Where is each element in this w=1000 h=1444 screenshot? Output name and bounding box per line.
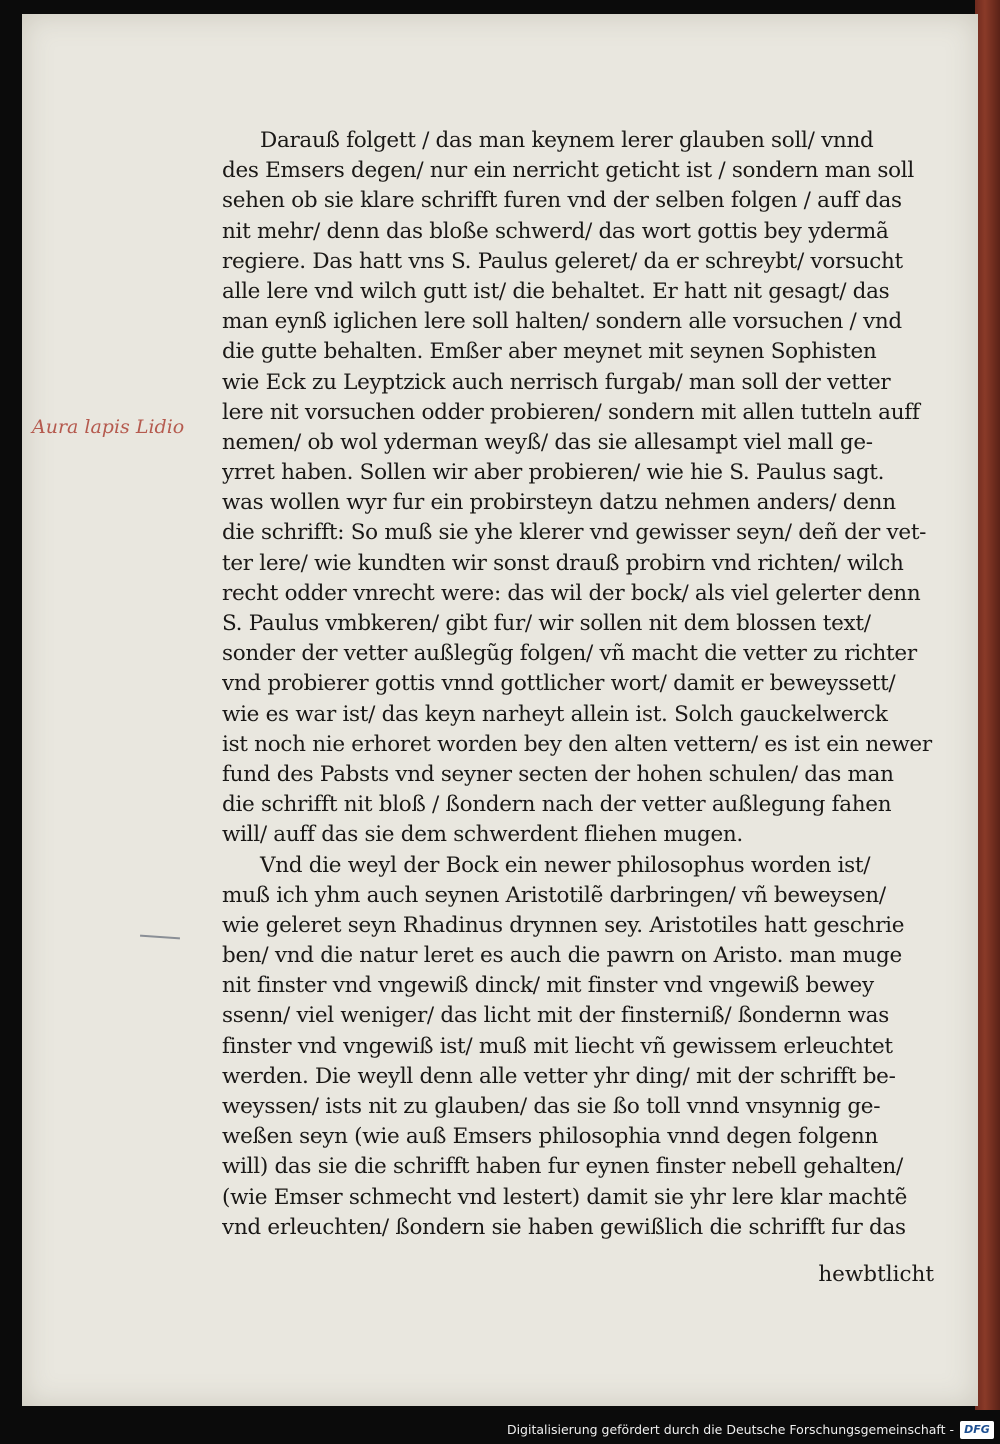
text-line: fund des Pabsts vnd seyner secten der hohen schulen/ das man xyxy=(222,761,894,787)
text-line: ter lere/ wie kundten wir sonst drauß probirn vnd richten/ wilch xyxy=(222,550,904,576)
text-line: wie geleret seyn Rhadinus drynnen sey. Aristotiles hatt geschrie xyxy=(222,912,905,938)
text-line: finster vnd vngewiß ist/ muß mit liecht vñ gewissem erleuchtet xyxy=(222,1033,893,1059)
book-edge xyxy=(975,0,1000,1410)
margin-mark xyxy=(140,935,180,940)
text-line: ssenn/ viel weniger/ das licht mit der finsterniß/ ßondernn was xyxy=(222,1003,889,1029)
text-line: vnd erleuchten/ ßondern sie haben gewißlich die schrifft fur das xyxy=(222,1214,906,1240)
catchword: hewbtlicht xyxy=(818,1262,934,1287)
text-line: lere nit vorsuchen odder probieren/ sondern mit allen tutteln auff xyxy=(222,399,920,425)
text-line: will) das sie die schrifft haben fur eynen finster nebell gehalten/ xyxy=(222,1154,903,1180)
text-line: (wie Emser schmecht vnd lestert) damit sie yhr lere klar machtẽ xyxy=(222,1184,908,1210)
text-line: yrret haben. Sollen wir aber probieren/ wie hie S. Paulus sagt. xyxy=(222,460,885,486)
text-line: vnd probierer gottis vnnd gottlicher wort/ damit er beweyssett/ xyxy=(222,671,896,697)
text-line: wie Eck zu Leyptzick auch nerrisch furgab/ man soll der vetter xyxy=(222,369,891,395)
footer-bar xyxy=(0,1418,1000,1444)
text-line: alle lere vnd wilch gutt ist/ die behaltet. Er hatt nit gesagt/ das xyxy=(222,278,890,304)
text-column xyxy=(222,126,962,1243)
text-line: nit mehr/ denn das bloße schwerd/ das wort gottis bey ydermã xyxy=(222,218,889,244)
document-page xyxy=(22,14,978,1406)
margin-annotation: Aura lapis Lidio xyxy=(32,416,185,438)
text-line: die schrifft nit bloß / ßondern nach der vetter außlegung fahen xyxy=(222,792,892,818)
text-line: will/ auff das sie dem schwerdent fliehen mugen. xyxy=(222,822,743,848)
text-line: sehen ob sie klare schrifft furen vnd der selben folgen / auff das xyxy=(222,188,902,214)
dfg-logo: DFG xyxy=(960,1421,994,1439)
funding-credit: Digitalisierung gefördert durch die Deutsche Forschungsgemeinschaft - xyxy=(506,1422,954,1437)
text-line: was wollen wyr fur ein probirsteyn datzu nehmen anders/ denn xyxy=(222,490,896,516)
text-line: nemen/ ob wol yderman weyß/ das sie allesampt viel mall ge- xyxy=(222,429,873,455)
text-line: nit finster vnd vngewiß dinck/ mit finster vnd vngewiß bewey xyxy=(222,973,874,999)
text-line: wie es war ist/ das keyn narheyt allein ist. Solch gauckelwerck xyxy=(222,701,888,727)
text-line: muß ich yhm auch seynen Aristotilẽ darbringen/ vñ beweysen/ xyxy=(222,882,886,908)
text-line: die schrifft: So muß sie yhe klerer vnd gewisser seyn/ deñ der vet- xyxy=(222,520,927,546)
text-line: Darauß folgett / das man keynem lerer glauben soll/ vnnd xyxy=(260,128,874,153)
text-line: weßen seyn (wie auß Emsers philosophia vnnd degen folgenn xyxy=(222,1124,878,1150)
text-line: S. Paulus vmbkeren/ gibt fur/ wir sollen nit dem blossen text/ xyxy=(222,611,871,636)
text-line: weyssen/ ists nit zu glauben/ das sie ßo toll vnnd vnsynnig ge- xyxy=(222,1094,881,1119)
text-line: sonder der vetter außlegũg folgen/ vñ macht die vetter zu richter xyxy=(222,641,917,667)
text-line: die gutte behalten. Emßer aber meynet mit seynen Sophisten xyxy=(222,339,877,365)
text-line: des Emsers degen/ nur ein nerricht geticht ist / sondern man soll xyxy=(222,158,914,184)
body-text xyxy=(222,126,962,1243)
text-line: regiere. Das hatt vns S. Paulus geleret/ da er schreybt/ vorsucht xyxy=(222,248,903,274)
text-line: ist noch nie erhoret worden bey den alten vettern/ es ist ein newer xyxy=(222,731,932,757)
text-line: man eynß iglichen lere soll halten/ sondern alle vorsuchen / vnd xyxy=(222,309,902,335)
text-line: ben/ vnd die natur leret es auch die pawrn on Aristo. man muge xyxy=(222,943,902,969)
text-line: werden. Die weyll denn alle vetter yhr ding/ mit der schrifft be- xyxy=(222,1063,896,1089)
text-line: Vnd die weyl der Bock ein newer philosophus worden ist/ xyxy=(260,852,871,878)
text-line: recht odder vnrecht were: das wil der bock/ als viel gelerter denn xyxy=(222,580,921,606)
